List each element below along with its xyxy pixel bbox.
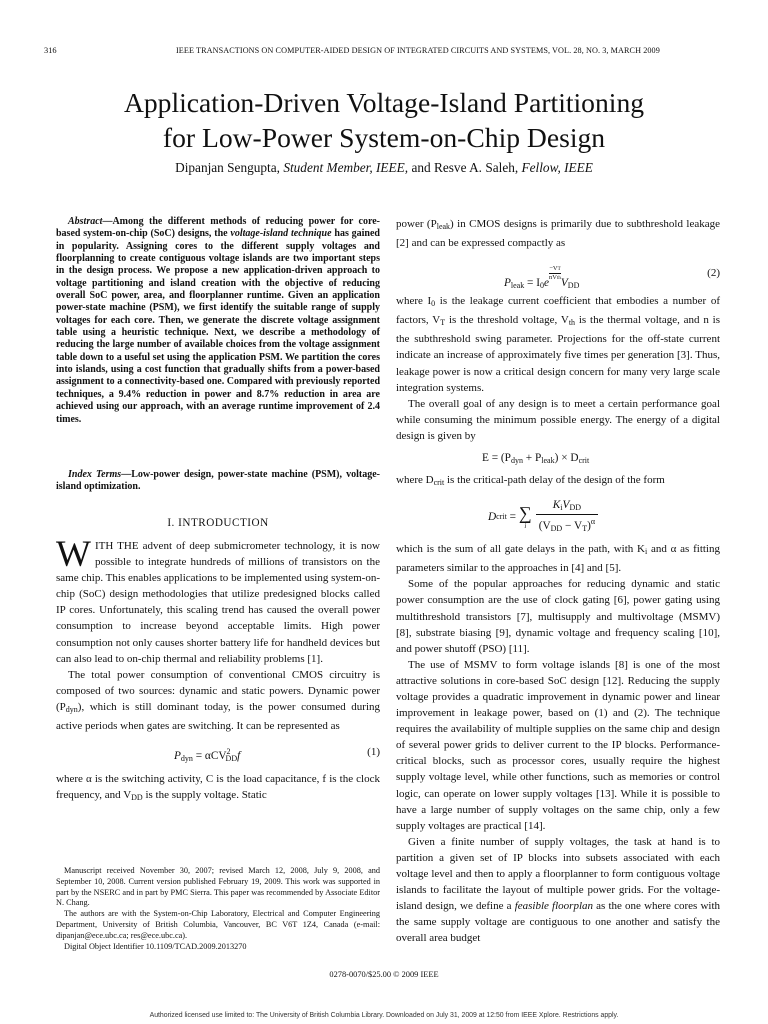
- sub-i: i: [644, 547, 648, 557]
- license-notice: Authorized licensed use limited to: The University of British Columbia Library. Downloaded on July 31, 2009 at 12:50 from IEEE Xplore. Restrictions apply.: [149, 1012, 619, 1019]
- eq1-lhs-sub: dyn: [180, 754, 193, 764]
- eq2-lhs-sub: leak: [510, 281, 525, 291]
- right-paragraph-8-italic: feasible floorplan: [514, 900, 593, 913]
- eq4-bot: (V: [538, 520, 551, 533]
- eq4-fraction: [536, 499, 598, 535]
- eq4-bot-sub2: T: [582, 524, 588, 534]
- sub-dd: DD: [131, 793, 143, 803]
- right-paragraph-7: The use of MSMV to form voltage islands [8] is one of the most attractive solutions in core-based SoC design [12]. Reducing the supply voltage provides a quadratic improvement in dynamic power and linear improvement in leakage power, based on (1) and (2). The technique requires the availability of multiple supplies on the same chip and design of several power grids to deliver current to the IP blocks. Performance-critical blocks, such as processor cores, usually require the highest supply voltage level, while other functions, such as memories or control logic, can operate on lower supply voltages [13]. While it is possible to have a large number of supply voltages on the same chip, only a few supply voltages are practical [14].: [396, 658, 720, 832]
- eq4-sum-symbol: ∑: [518, 503, 532, 524]
- eq2-exp-bot-sub: th: [557, 276, 561, 282]
- right-column: [396, 216, 720, 946]
- eq4-bot-sup: α: [590, 517, 596, 527]
- eq4-sum: [519, 504, 532, 530]
- intro-paragraph-3-cont: is the supply voltage. Static: [142, 789, 267, 802]
- equation-2: [396, 251, 720, 293]
- paper-title-line-2: for Low-Power System-on-Chip Design: [162, 122, 606, 153]
- index-terms-label: Index Terms: [68, 469, 122, 480]
- author-1-role: Student Member, IEEE,: [283, 160, 409, 175]
- eq2-rhs-end: V: [560, 277, 568, 290]
- equation-1: [56, 734, 380, 771]
- author-2: Resve A. Saleh,: [433, 160, 519, 175]
- page-number: 316: [44, 46, 57, 55]
- sub-T: T: [440, 318, 446, 328]
- eq2-exp-bot: nV: [549, 274, 557, 282]
- right-paragraph-1: power (P: [396, 218, 437, 230]
- right-paragraph-5: which is the sum of all gate delays in the path, with K: [396, 543, 645, 556]
- author-1: Dipanjan Sengupta,: [175, 160, 280, 175]
- right-paragraph-2a: is the leakage current coefficient that embodies a number of factors, V: [396, 295, 720, 327]
- eq3-a: E = (P: [482, 452, 511, 465]
- right-paragraph-1-cont: ) in CMOS designs is primarily due to subthreshold leakage [2] and can be expressed compactly as: [396, 218, 720, 250]
- eq4-lhs-sub: crit: [496, 512, 507, 522]
- intro-body: [56, 534, 380, 806]
- footnote-1: Manuscript received November 30, 2007; revised March 12, 2008, July 9, 2008, and September 10, 2008. Current version published February 19, 2009. This work was supported in part by the NSERC and in part by PMC Sierra. This paper was recommended by Associate Editor N. Chang.: [56, 866, 380, 908]
- right-paragraph-3: The overall goal of any design is to meet a certain performance goal while consuming the minimum possible energy. The energy of a digital design is given by: [396, 397, 720, 442]
- section-heading: I. INTRODUCTION: [167, 517, 269, 529]
- equation-4: [396, 491, 720, 541]
- intro-paragraph-3: where α is the switching activity, C is the load capacitance, f is the clock frequency, and V: [56, 773, 380, 802]
- footnote-3: Digital Object Identifier 10.1109/TCAD.2009.2013270: [64, 941, 247, 951]
- footnote-2: The authors are with the System-on-Chip Laboratory, Electrical and Computer Engineering Department, University of British Columbia, Vancouver, BC V6T 1Z4, Canada (e-mail: dipanjan@ece.ubc.ca; res@ece.ubc.ca).: [56, 909, 380, 940]
- sub-th: th: [568, 318, 576, 328]
- right-paragraph-8: Given a finite number of supply voltages, the task at hand is to partition a given set of IP blocks into subsets associated with each voltage level and then to apply a floorplanner to form contiguous voltage islands to facilitate the layout of multiple power grids. For the voltage-island design, we define a: [396, 835, 720, 913]
- right-paragraph-2c: is the thermal voltage, and n is the subthreshold swing parameter. Projections for the off-state current indicate an increase of approximately five times per generation [3]. Thus, leakage power is now a critical design concern for many very large scale integration systems.: [396, 314, 721, 394]
- eq2-rhs: = I: [524, 277, 541, 290]
- sub-leak: leak: [436, 222, 451, 231]
- sub-dyn: dyn: [65, 704, 78, 714]
- author-and: and: [411, 160, 431, 175]
- right-paragraph-2: where I: [396, 295, 432, 308]
- right-paragraph-4-cont: is the critical-path delay of the design of the form: [444, 474, 665, 487]
- eq1-rhs-sub: DD: [225, 754, 238, 764]
- eq2-rhs-sub0: 0: [540, 281, 545, 291]
- right-paragraph-2b: is the threshold voltage, V: [445, 314, 569, 327]
- eq1-rhs-sup: 2: [226, 747, 231, 757]
- right-paragraph-8-cont: as the one where cores with the same supply voltage are contiguous to one another and satisfy the overall area budget: [396, 900, 721, 945]
- footnote: [56, 866, 380, 952]
- copyright: 0278-0070/$25.00 © 2009 IEEE: [329, 970, 439, 979]
- right-paragraph-6: Some of the popular approaches for reducing dynamic and static power consumption are the use of clock gating [6], power gating using multithreshold transistors [7], multisupply and multivoltage (MSMV) [8], substrate biasing [9], dynamic voltage and frequency scaling [10], and power shutoff (PSO) [11].: [396, 578, 720, 655]
- eq3-sub1: dyn: [510, 456, 523, 466]
- eq4-bot-sub1: DD: [550, 524, 563, 534]
- eq2-number: (2): [707, 267, 720, 280]
- sub-0: 0: [431, 299, 436, 309]
- eq4-top2: V: [562, 499, 570, 512]
- intro-paragraph-1: ITH THE advent of deep submicrometer technology, it is now possible to integrate hundreds of millions of transistors on the same chip. This enables applications to be implemented using system-on-chip (SoC) design methodologies that utilize predesigned blocks called IP cores. Unfortunately, this scaling trend has caused the overall power consumption to increase beyond acceptable limits. High power consumption not only causes shorter battery life for handheld devices but can also lead to on-chip thermal and reliability problems [1].: [56, 540, 380, 665]
- intro-paragraph-2: The total power consumption of conventional CMOS circuitry is composed of two sources: dynamic and static powers. Dynamic power (P: [56, 668, 380, 713]
- eq4-bot-mid: − V: [562, 520, 583, 533]
- eq3-sub2: leak: [541, 456, 555, 466]
- intro-paragraph-2-cont: ), which is still dominant today, is the power consumed during active periods when gates are switching. It can be represented as: [56, 700, 380, 733]
- abstract-italic-term: voltage-island technique: [230, 228, 332, 240]
- author-2-role: Fellow, IEEE: [521, 160, 593, 175]
- index-terms: [56, 469, 380, 494]
- eq3-b: + P: [522, 452, 542, 465]
- eq2-rhs-end-sub: DD: [567, 281, 580, 291]
- eq2-exponent: [549, 265, 561, 282]
- eq2-exp-top-sub: T: [557, 267, 561, 273]
- right-paragraph-5-cont: and α as fitting parameters similar to the approaches in [4] and [5].: [396, 543, 720, 575]
- equation-3: [396, 444, 720, 472]
- eq2-lhs: P: [504, 277, 511, 290]
- dropcap: W: [56, 534, 91, 575]
- eq1-lhs: P: [174, 750, 181, 763]
- eq4-sum-sub: i: [524, 522, 527, 531]
- running-head: IEEE TRANSACTIONS ON COMPUTER-AIDED DESIGN OF INTEGRATED CIRCUITS AND SYSTEMS, VOL. 28, NO. 3, MARCH 2009: [176, 46, 660, 55]
- eq3-c: ) × D: [554, 452, 579, 465]
- abstract-text: —Among the different methods of reducing power for core-based system-on-chip (SoC) designs, the: [56, 216, 380, 240]
- abstract: [56, 216, 380, 426]
- eq4-top-sub: i: [560, 503, 563, 513]
- paper-title-line-1: Application-Driven Voltage-Island Partitioning: [123, 87, 645, 118]
- eq2-exp-top: −V: [549, 265, 558, 273]
- eq4-bot-end: ): [587, 520, 591, 533]
- eq4-top: K: [552, 499, 561, 512]
- eq1-number: (1): [367, 746, 380, 759]
- author-line: [0, 160, 768, 176]
- eq1-rhs-end: f: [237, 750, 241, 763]
- abstract-text-cont: has gained in popularity. Assigning cores to the different supply voltages and floorplanning to create contiguous voltage islands are two important steps in the design process. We propose a new application-driven approach to voltage partitioning and island creation with the objective of reducing overall SoC power, area, and floorplanner runtime. Given an application power-state machine (PSM), we first identify the suitable range of supply voltages for each core. Then, we generate the discrete voltage assignment table using a heuristic technique. Next, we describe a methodology of reducing the large number of available choices from the voltage assignment table down to a useful set using the application PSM. We partition the cores into islands, using a cost function that gradually shifts from a power-based assignment to a connectivity-based one. Compared with previously reported techniques, a 9.4% reduction in power and 8.7% reduction in area are achieved using our approach, with an average runtime improvement of 2.4 times.: [56, 228, 380, 425]
- eq1-rhs: = αCV: [192, 750, 227, 763]
- eq4-lhs: D: [488, 511, 497, 524]
- right-paragraph-4: where D: [396, 474, 434, 487]
- eq4-equals: =: [506, 511, 519, 524]
- abstract-label: Abstract: [68, 216, 103, 227]
- eq3-sub3: crit: [578, 456, 590, 466]
- index-terms-text: —Low-power design, power-state machine (PSM), voltage-island optimization.: [56, 469, 380, 493]
- eq2-exp-base: e: [544, 277, 550, 290]
- sub-crit: crit: [433, 478, 445, 488]
- eq4-top2-sub: DD: [569, 503, 581, 513]
